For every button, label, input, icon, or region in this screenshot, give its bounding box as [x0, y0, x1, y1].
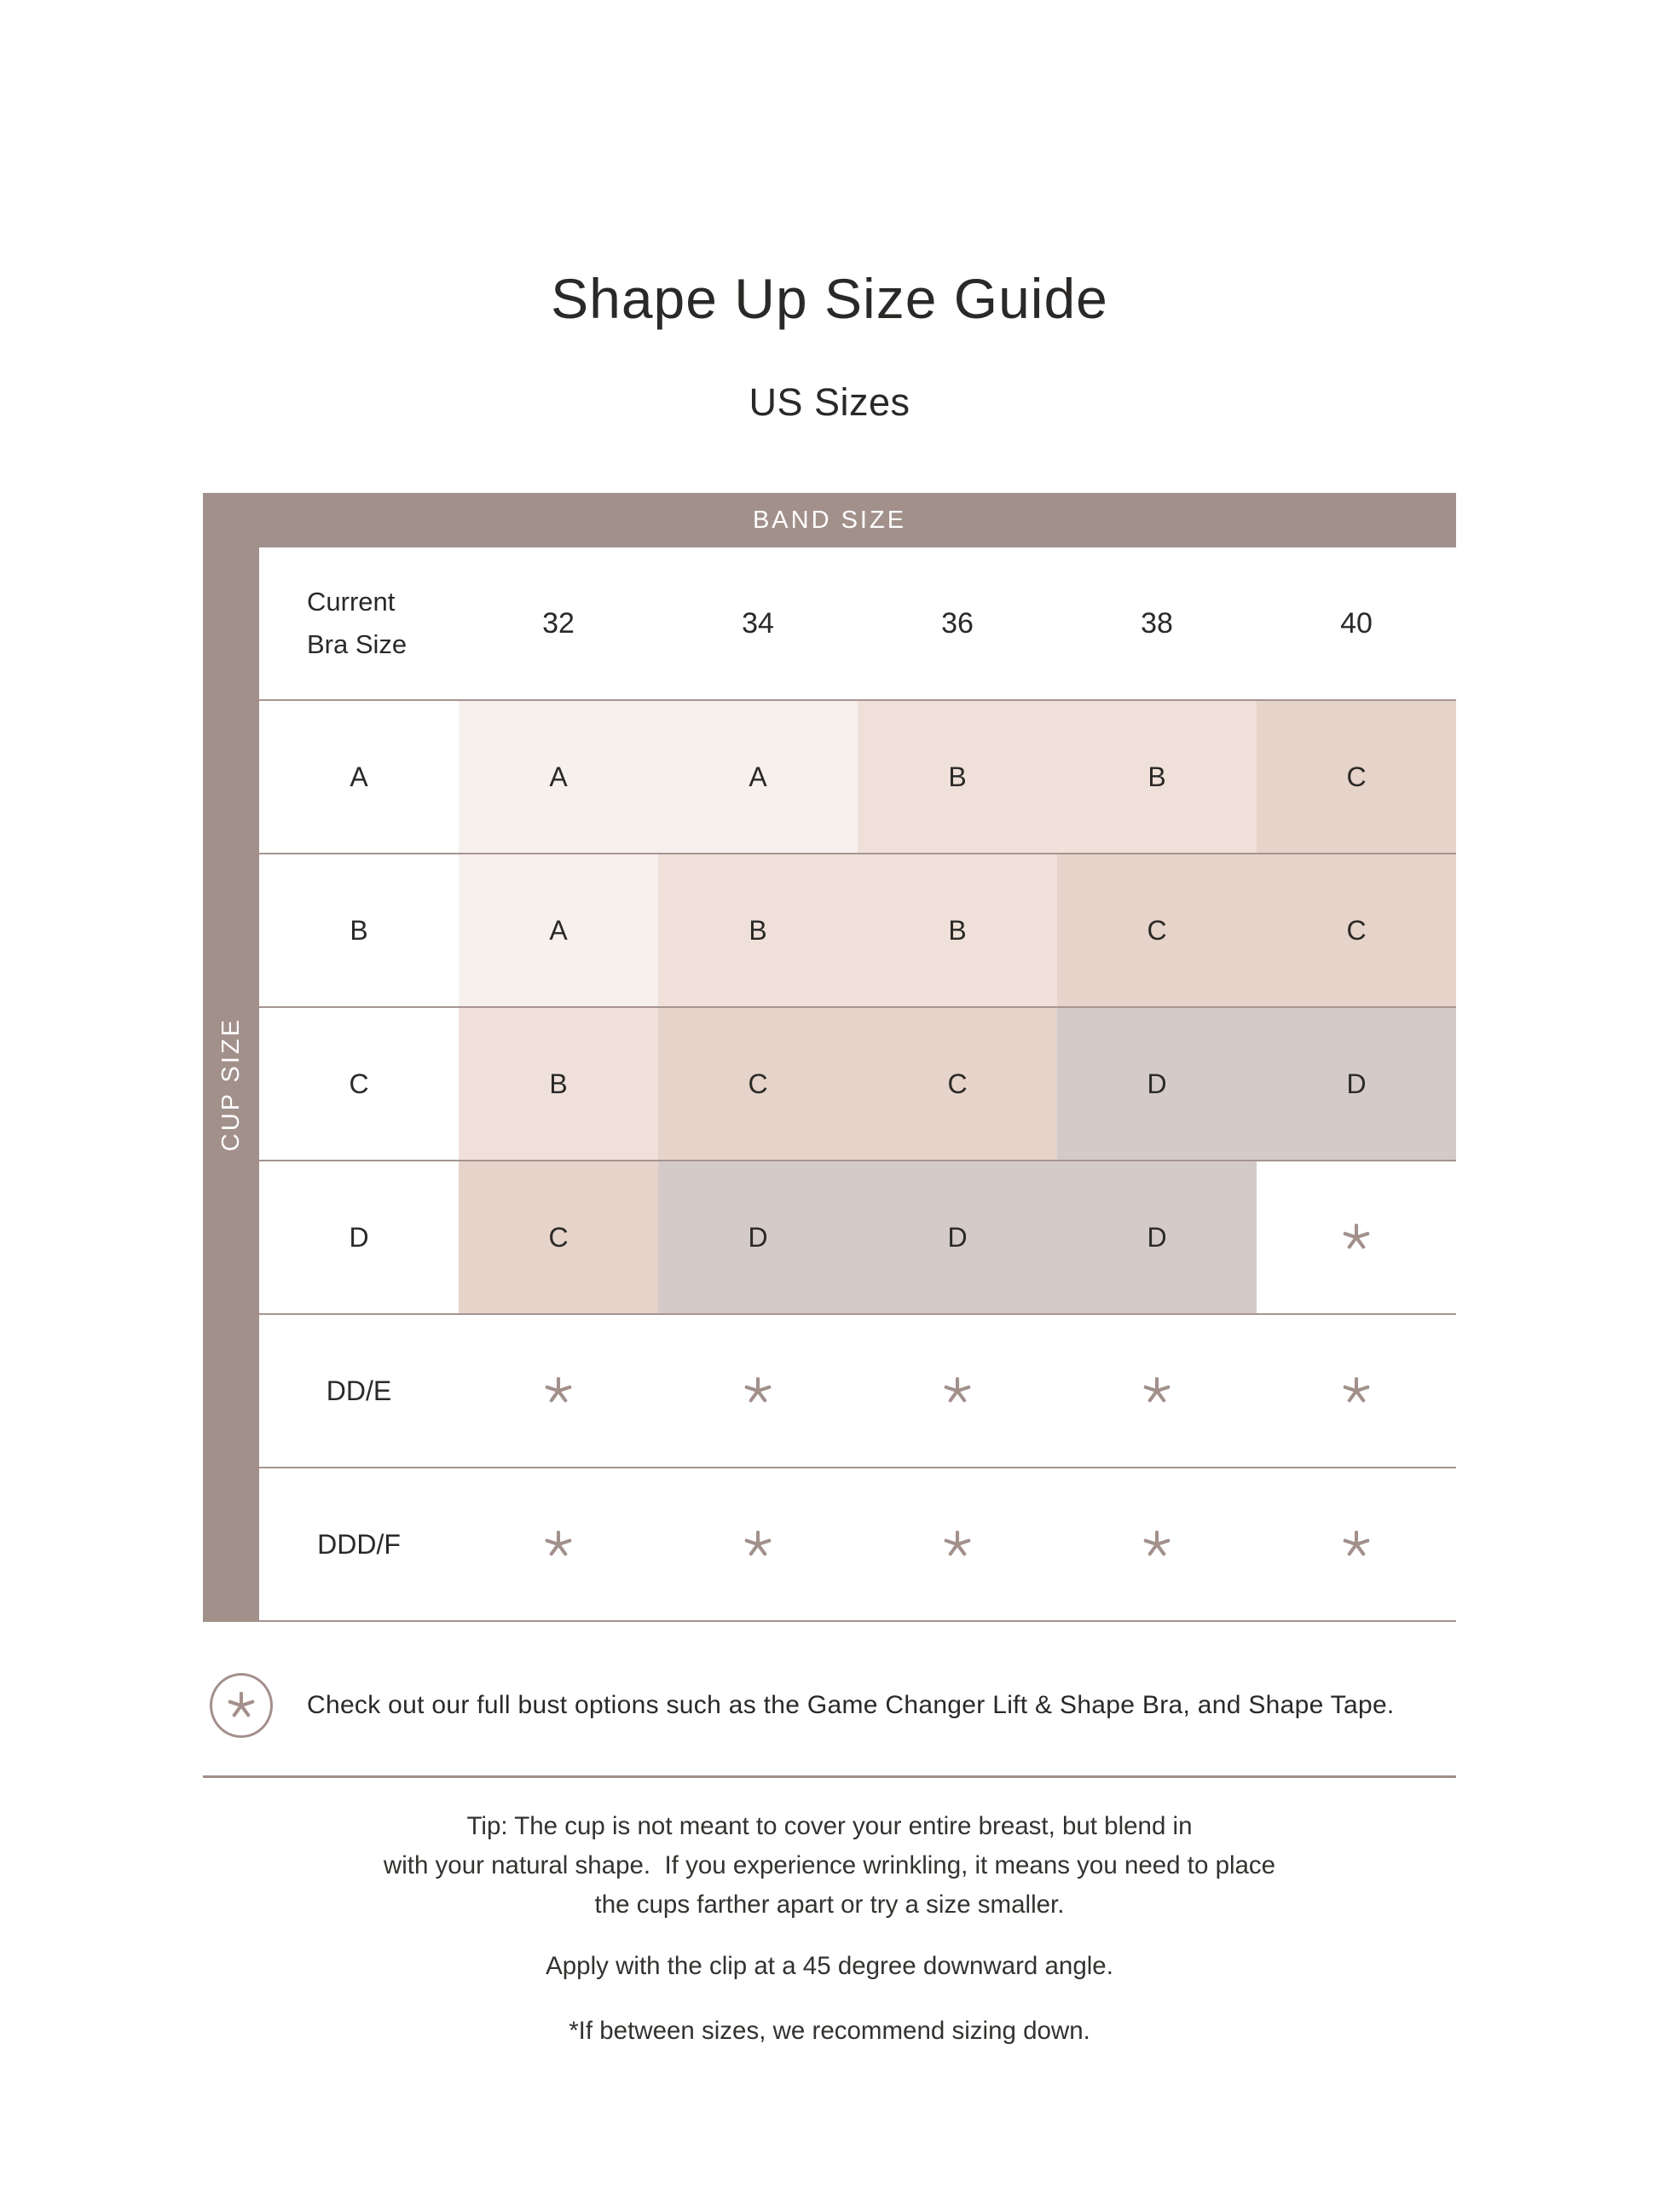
- asterisk-icon: [1342, 1530, 1371, 1559]
- cup-size-label-cell: DDD/F: [259, 1468, 459, 1620]
- size-cell: B: [459, 1008, 658, 1160]
- table-row: [259, 701, 1456, 854]
- size-table-body: [203, 547, 1456, 1622]
- size-cell: D: [1057, 1008, 1257, 1160]
- size-cell: A: [459, 854, 658, 1006]
- size-cell: [1257, 1315, 1456, 1467]
- size-cell: [459, 1315, 658, 1467]
- size-cell: D: [1257, 1008, 1456, 1160]
- size-grid: [259, 547, 1456, 1622]
- table-row: [259, 1161, 1456, 1315]
- asterisk-icon: [227, 1691, 256, 1720]
- tip-line-3: the cups farther apart or try a size smaller.: [594, 1891, 1065, 1919]
- size-cell: [459, 1468, 658, 1620]
- asterisk-circle-icon: [210, 1673, 273, 1738]
- asterisk-icon: [1342, 1376, 1371, 1405]
- band-size-header: 34: [742, 606, 774, 640]
- band-size-header: 40: [1340, 606, 1373, 640]
- band-size-header: 32: [542, 606, 575, 640]
- size-cell: D: [858, 1161, 1057, 1313]
- apply-instruction: Apply with the clip at a 45 degree downward angle.: [546, 1952, 1113, 1980]
- size-cell: D: [658, 1161, 858, 1313]
- size-cell: A: [658, 701, 858, 853]
- footnote: [203, 1673, 1456, 1738]
- size-cell: [858, 1468, 1057, 1620]
- size-cell: [1057, 1468, 1257, 1620]
- corner-header: [259, 547, 459, 699]
- tips-section: [0, 1807, 1659, 2051]
- corner-header-line1: Current: [307, 587, 396, 617]
- tip-line-1: Tip: The cup is not meant to cover your entire breast, but blend in: [466, 1812, 1193, 1840]
- size-cell: C: [858, 1008, 1057, 1160]
- band-size-header: 38: [1141, 606, 1173, 640]
- cup-size-label-cell: B: [259, 854, 459, 1006]
- corner-header-line2: Bra Size: [307, 629, 408, 659]
- page-title: Shape Up Size Guide: [551, 267, 1108, 330]
- column-header-row: [259, 547, 1456, 701]
- asterisk-icon: [1142, 1530, 1171, 1559]
- size-cell: C: [1257, 854, 1456, 1006]
- section-divider: [203, 1775, 1456, 1778]
- asterisk-icon: [743, 1376, 772, 1405]
- asterisk-icon: [943, 1376, 972, 1405]
- size-cell: D: [1057, 1161, 1257, 1313]
- asterisk-icon: [1142, 1376, 1171, 1405]
- size-cell: B: [1057, 701, 1257, 853]
- cup-size-axis-label: CUP SIZE: [217, 1017, 245, 1152]
- page-subtitle: US Sizes: [749, 380, 910, 424]
- tip-line-2: with your natural shape. If you experience wrinkling, it means you need to place: [383, 1851, 1276, 1879]
- band-size-axis-header: BAND SIZE: [203, 493, 1456, 547]
- size-cell: C: [1257, 701, 1456, 853]
- size-cell: B: [858, 701, 1057, 853]
- footnote-text: Check out our full bust options such as the Game Changer Lift & Shape Bra, and Shape Tape.: [307, 1691, 1395, 1719]
- cup-size-label-cell: D: [259, 1161, 459, 1313]
- asterisk-icon: [544, 1376, 573, 1405]
- table-row: [259, 1008, 1456, 1161]
- size-cell: [1257, 1161, 1456, 1313]
- size-cell: [1257, 1468, 1456, 1620]
- sizing-note: *If between sizes, we recommend sizing down.: [569, 2017, 1090, 2045]
- size-cell: C: [1057, 854, 1257, 1006]
- size-cell: B: [658, 854, 858, 1006]
- size-cell: A: [459, 701, 658, 853]
- asterisk-icon: [943, 1530, 972, 1559]
- cup-size-label-cell: C: [259, 1008, 459, 1160]
- cup-size-label-cell: DD/E: [259, 1315, 459, 1467]
- asterisk-icon: [743, 1530, 772, 1559]
- size-cell: C: [459, 1161, 658, 1313]
- size-table: [203, 493, 1456, 1622]
- table-row: [259, 1468, 1456, 1622]
- asterisk-icon: [1342, 1223, 1371, 1252]
- band-size-header: 36: [941, 606, 974, 640]
- size-cell: B: [858, 854, 1057, 1006]
- table-row: [259, 1315, 1456, 1468]
- size-cell: C: [658, 1008, 858, 1160]
- cup-size-axis-strip: [203, 547, 259, 1622]
- cup-size-label-cell: A: [259, 701, 459, 853]
- size-cell: [658, 1315, 858, 1467]
- table-row: [259, 854, 1456, 1008]
- asterisk-icon: [544, 1530, 573, 1559]
- size-cell: [658, 1468, 858, 1620]
- size-cell: [1057, 1315, 1257, 1467]
- size-cell: [858, 1315, 1057, 1467]
